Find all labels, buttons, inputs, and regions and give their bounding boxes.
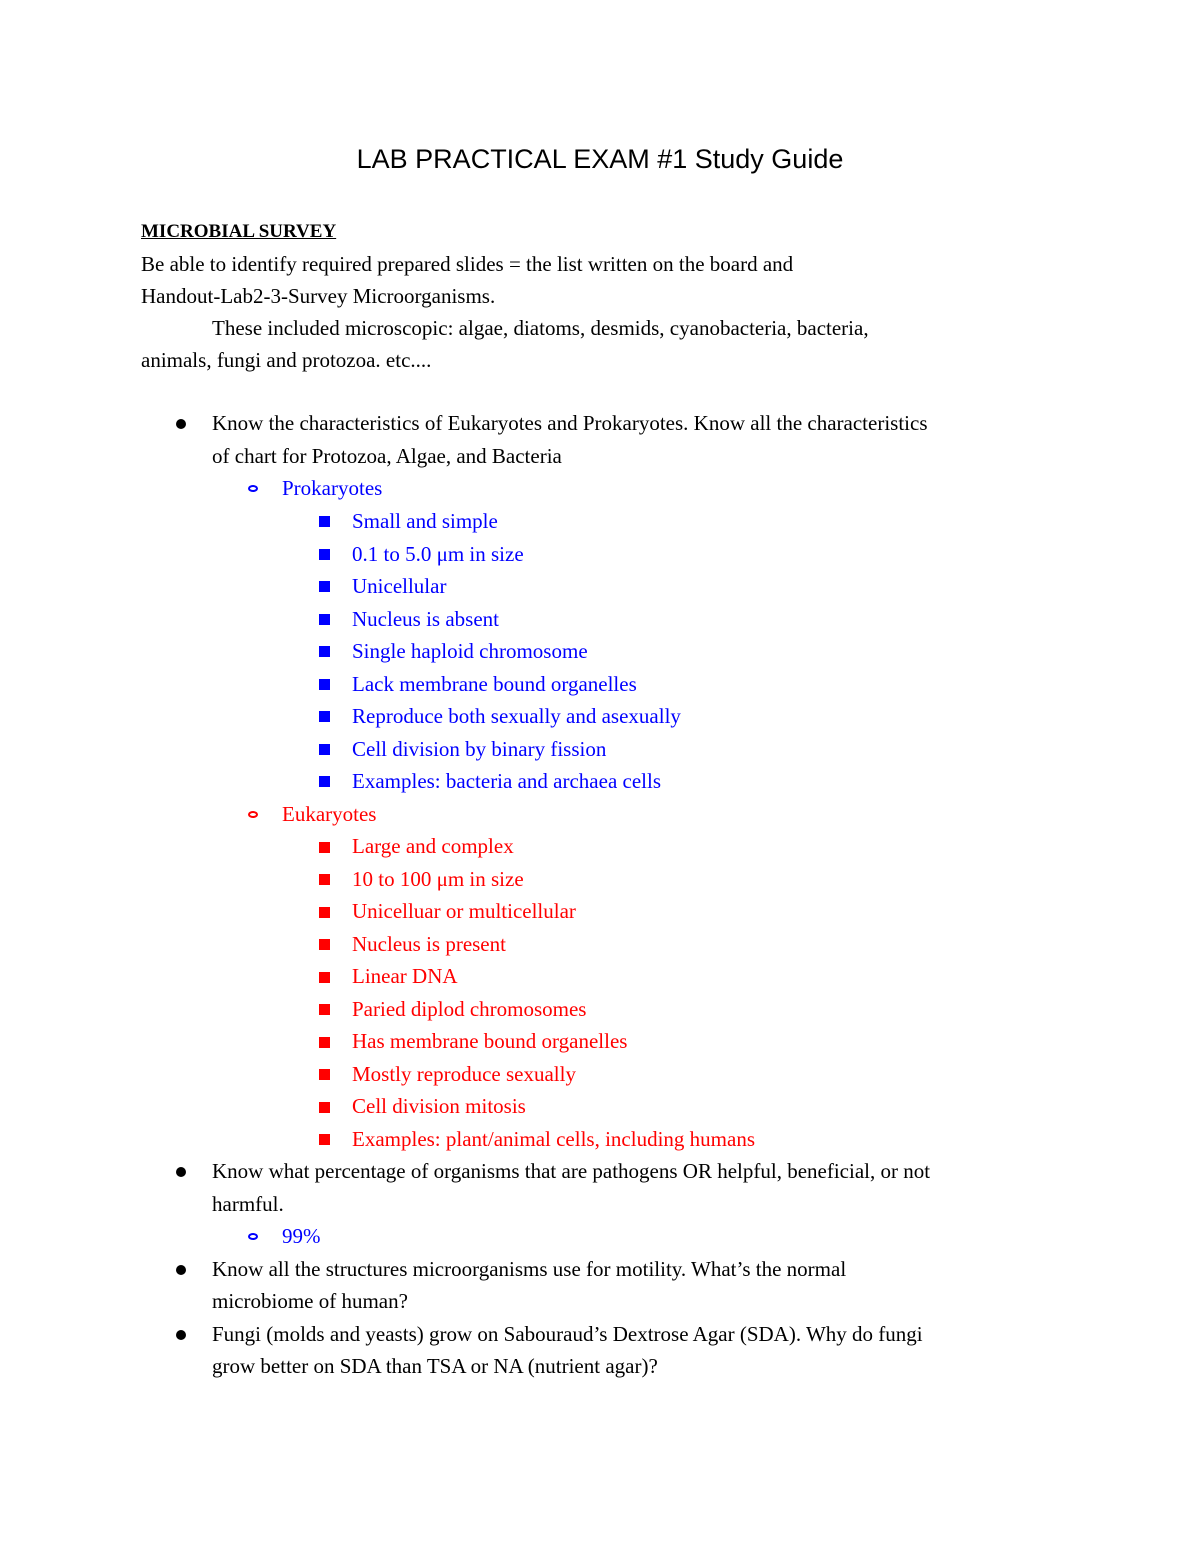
- prokaryote-item: Unicellular: [352, 574, 447, 598]
- eukaryote-item: Large and complex: [352, 834, 514, 858]
- bullet-text: Fungi (molds and yeasts) grow on Sabouraud’s Dextrose Agar (SDA). Why do fungi: [212, 1322, 923, 1346]
- prokaryote-item: Single haploid chromosome: [352, 639, 588, 663]
- bullet-text: microbiome of human?: [212, 1289, 408, 1313]
- prokaryote-item: 0.1 to 5.0 μm in size: [352, 542, 524, 566]
- bullet-dot-icon: [176, 419, 186, 429]
- circle-bullet-icon: [248, 1233, 258, 1240]
- bullet-text: Know the characteristics of Eukaryotes and Prokaryotes. Know all the characteristics: [212, 411, 928, 435]
- square-bullet-icon: [319, 907, 330, 918]
- intro-line: animals, fungi and protozoa. etc....: [141, 348, 432, 372]
- bullet-text: harmful.: [212, 1192, 284, 1216]
- bullet-dot-icon: [176, 1265, 186, 1275]
- eukaryote-item: Mostly reproduce sexually: [352, 1062, 576, 1086]
- square-bullet-icon: [319, 1069, 330, 1080]
- intro-line: Handout-Lab2-3-Survey Microorganisms.: [141, 284, 496, 308]
- prokaryote-item: Nucleus is absent: [352, 607, 499, 631]
- bullet-text: grow better on SDA than TSA or NA (nutrient agar)?: [212, 1354, 658, 1378]
- eukaryote-item: Linear DNA: [352, 964, 458, 988]
- square-bullet-icon: [319, 614, 330, 625]
- prokaryote-item: Small and simple: [352, 509, 498, 533]
- square-bullet-icon: [319, 711, 330, 722]
- section-heading: MICROBIAL SURVEY: [141, 221, 337, 242]
- square-bullet-icon: [319, 972, 330, 983]
- intro-line: Be able to identify required prepared slides = the list written on the board and: [141, 252, 794, 276]
- prokaryote-item: Examples: bacteria and archaea cells: [352, 769, 661, 793]
- eukaryote-item: Cell division mitosis: [352, 1094, 526, 1118]
- page-title: LAB PRACTICAL EXAM #1 Study Guide: [356, 144, 844, 174]
- circle-bullet-icon: [248, 485, 258, 492]
- eukaryote-item: Examples: plant/animal cells, including humans: [352, 1127, 755, 1151]
- eukaryotes-label: Eukaryotes: [282, 802, 377, 826]
- eukaryote-item: Unicelluar or multicellular: [352, 899, 576, 923]
- bullet-text: Know all the structures microorganisms use for motility. What’s the normal: [212, 1257, 847, 1281]
- square-bullet-icon: [319, 939, 330, 950]
- square-bullet-icon: [319, 1102, 330, 1113]
- square-bullet-icon: [319, 776, 330, 787]
- bullet-text: Know what percentage of organisms that are pathogens OR helpful, beneficial, or not: [212, 1159, 931, 1183]
- eukaryote-item: 10 to 100 μm in size: [352, 867, 524, 891]
- square-bullet-icon: [319, 679, 330, 690]
- square-bullet-icon: [319, 549, 330, 560]
- bullet-dot-icon: [176, 1167, 186, 1177]
- square-bullet-icon: [319, 874, 330, 885]
- square-bullet-icon: [319, 646, 330, 657]
- eukaryote-item: Nucleus is present: [352, 932, 506, 956]
- square-bullet-icon: [319, 1004, 330, 1015]
- circle-bullet-icon: [248, 811, 258, 818]
- prokaryote-item: Lack membrane bound organelles: [352, 672, 637, 696]
- bullet-text: of chart for Protozoa, Algae, and Bacteria: [212, 444, 562, 468]
- eukaryote-item: Paried diplod chromosomes: [352, 997, 587, 1021]
- bullet-dot-icon: [176, 1330, 186, 1340]
- square-bullet-icon: [319, 516, 330, 527]
- square-bullet-icon: [319, 581, 330, 592]
- square-bullet-icon: [319, 1134, 330, 1145]
- square-bullet-icon: [319, 842, 330, 853]
- square-bullet-icon: [319, 744, 330, 755]
- prokaryote-item: Reproduce both sexually and asexually: [352, 704, 681, 728]
- square-bullet-icon: [319, 1037, 330, 1048]
- eukaryote-item: Has membrane bound organelles: [352, 1029, 628, 1053]
- prokaryotes-label: Prokaryotes: [282, 476, 383, 500]
- percentage-answer: 99%: [282, 1224, 321, 1248]
- prokaryote-item: Cell division by binary fission: [352, 737, 607, 761]
- intro-line: These included microscopic: algae, diatoms, desmids, cyanobacteria, bacteria,: [212, 316, 869, 340]
